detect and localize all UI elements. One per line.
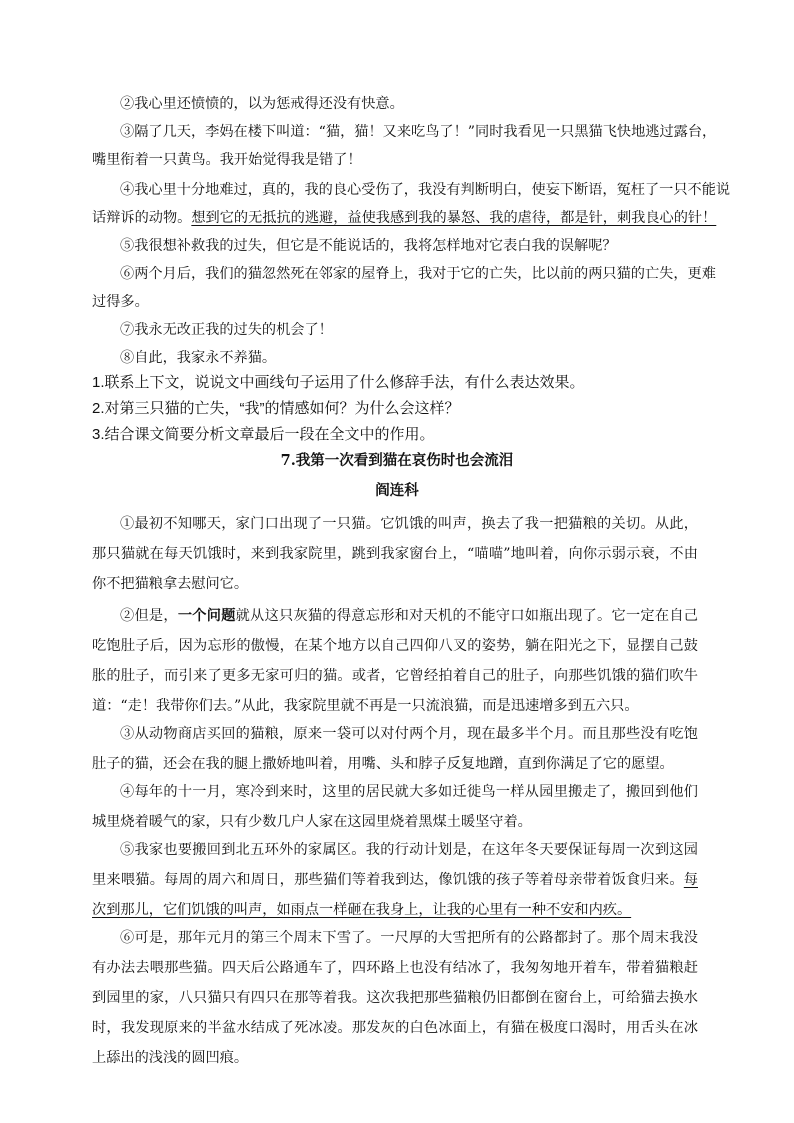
question-1: 1.联系上下文，说说文中画线句子运用了什么修辞手法，有什么表达效果。 bbox=[92, 374, 585, 391]
essay-paragraph-5 bbox=[92, 835, 698, 925]
section-title: 7.我第一次看到猫在哀伤时也会流泪 bbox=[280, 452, 514, 469]
paragraph-2: ②我心里还愤愤的，以为惩戒得还没有快意。 bbox=[120, 96, 404, 112]
paragraph-4-plain-text: 话辩诉的动物。 bbox=[92, 210, 192, 226]
underlined-sentence: 想到它的无抵抗的逃避，益使我感到我的暴怒、我的虐待，都是针，刺我良心的针！ bbox=[191, 210, 717, 226]
essay-paragraph-2 bbox=[92, 601, 698, 721]
paragraph-5: ⑤我很想补救我的过失，但它是不能说话的，我将怎样地对它表白我的误解呢？ bbox=[120, 238, 617, 254]
paragraph-4-line-2 bbox=[92, 204, 717, 232]
underlined-sentence-2: 每次到那儿，它们饥饿的叫声，如雨点一样砸在我身上，让我的心里有一种不安和内疚。 bbox=[92, 872, 698, 918]
paragraph-7: ⑦我永无改正我的过失的机会了！ bbox=[120, 322, 333, 338]
paragraph-3-line-1: ③隔了几天，李妈在楼下叫道：“猫，猫！又来吃鸟了！”同时我看见一只黑猫飞快地逃过露台， bbox=[120, 124, 717, 140]
question-2: 2.对第三只猫的亡失，“我”的情感如何？为什么会这样？ bbox=[92, 400, 460, 417]
paragraph-4-line-1: ④我心里十分地难过，真的，我的良心受伤了，我没有判断明白，使妄下断语，冤枉了一只不能说 bbox=[120, 182, 731, 198]
bold-phrase: 一个问题 bbox=[177, 608, 236, 624]
paragraph-6-line-2: 过得多。 bbox=[92, 294, 149, 310]
essay-paragraph-6: ⑥可是，那年元月的第三个周末下雪了。一尺厚的大雪把所有的公路都封了。那个周末我没有办法去喂那些猫。四天后公路通车了，四环路上也没有结冰了，我匆匆地开着车，带着猫粮赶到园里的家，八只猫只有四只在那等着我。这次我把那些猫粮仍旧都倒在窗台上，可给猫去换水时，我发现原来的半盆水结成了死冰凌。那发灰的白色冰面上，有猫在极度口渴时，用舌头在冰上舔出的浅浅的圆凹痕。 bbox=[92, 930, 698, 1066]
author-name: 阎连科 bbox=[375, 482, 419, 499]
paragraph-6-line-1: ⑥两个月后，我们的猫忽然死在邻家的屋脊上，我对于它的亡失，比以前的两只猫的亡失，更难 bbox=[120, 266, 716, 282]
essay-paragraph-2-rest: 就从这只灰猫的得意忘形和对天机的不能守口如瓶出现了。它一定在自己吃饱肚子后，因为忘形的傲慢，在某个地方以自己四仰八叉的姿势，躺在阳光之下，显摆自己鼓胀的肚子，而引来了更多无家可归的猫。或者，它曾经拍着自己的肚子，向那些饥饿的猫们吹牛道：“走！我带你们去。”从此，我家院里就不再是一只流浪猫，而是迅速增多到五六只。 bbox=[92, 608, 698, 714]
question-3: 3.结合课文简要分析文章最后一段在全文中的作用。 bbox=[92, 426, 435, 443]
essay-paragraph-4: ④每年的十一月，寒冷到来时，这里的居民就大多如迁徙鸟一样从园里搬走了，搬回到他们城里烧着暖气的家，只有少数几户人家在这园里烧着黑煤土暖坚守着。 bbox=[92, 784, 698, 830]
essay-paragraph-1: ①最初不知哪天，家门口出现了一只猫。它饥饿的叫声，换去了我一把猫粮的关切。从此，那只猫就在每天饥饿时，来到我家院里，跳到我家窗台上，“喵喵”地叫着，向你示弱示衰，不由你不把猫粮拿去慰问它。 bbox=[92, 516, 698, 592]
paragraph-8: ⑧自此，我家永不养猫。 bbox=[120, 350, 277, 366]
essay-paragraph-5-text: ⑤我家也要搬回到北五环外的家属区。我的行动计划是，在这年冬天要保证每周一次到这园里来喂猫。每周的周六和周日，那些猫们等着我到达，像饥饿的孩子等着母亲带着饭食归来。 bbox=[92, 842, 698, 888]
essay-paragraph-2-start: ②但是， bbox=[120, 608, 178, 624]
paragraph-3-line-2: 嘴里衔着一只黄鸟。我开始觉得我是错了！ bbox=[92, 152, 362, 168]
essay-paragraph-3: ③从动物商店买回的猫粮，原来一袋可以对付两个月，现在最多半个月。而且那些没有吃饱肚子的猫，还会在我的腿上撒娇地叫着，用嘴、头和脖子反复地蹭，直到你满足了它的愿望。 bbox=[92, 726, 698, 772]
